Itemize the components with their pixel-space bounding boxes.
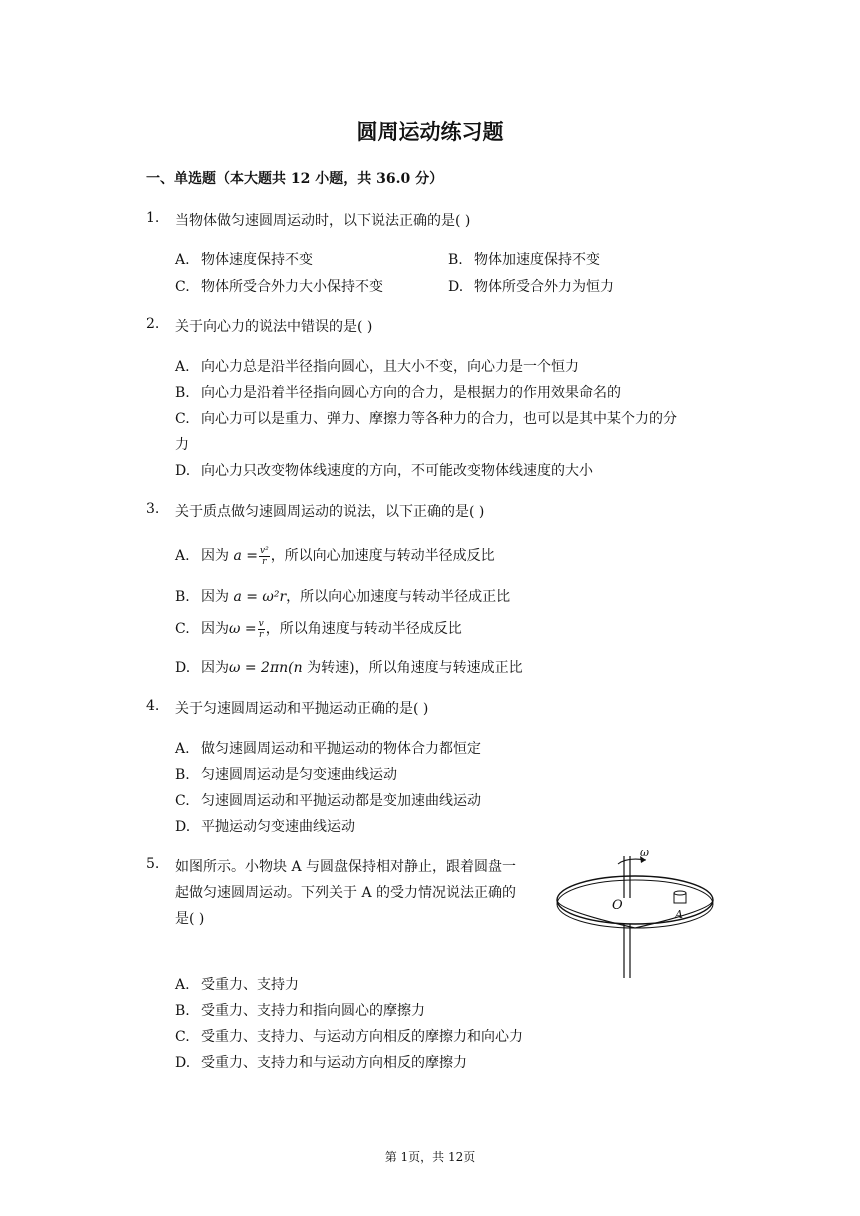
option-letter: C. [175, 793, 190, 809]
option-letter: A. [175, 252, 190, 268]
option-letter: C. [175, 1029, 190, 1045]
q4-number: 4. [146, 698, 160, 714]
option-letter: B. [175, 385, 190, 401]
option-text: 因为 [201, 621, 229, 637]
q2-option-d [175, 460, 593, 480]
q5-stem-line-2: 起做匀速圆周运动。下列关于 A 的受力情况说法正确的 [175, 885, 517, 901]
q3-stem: 关于质点做匀速圆周运动的说法，以下正确的是( ) [175, 504, 485, 520]
formula: a = [233, 548, 258, 564]
option-letter: B. [448, 252, 463, 268]
q2-stem: 关于向心力的说法中错误的是( ) [175, 319, 373, 335]
option-letter: A. [175, 548, 190, 564]
option-letter: D. [448, 279, 464, 295]
option-letter: A. [175, 977, 190, 993]
option-text: 受重力、支持力和与运动方向相反的摩擦力 [201, 1055, 467, 1071]
q5-stem-line-1: 如图所示。小物块 A 与圆盘保持相对静止，跟着圆盘一 [175, 859, 517, 875]
option-text: 物体加速度保持不变 [474, 252, 600, 268]
option-letter: B. [175, 767, 190, 783]
page-title: 圆周运动练习题 [356, 120, 504, 144]
option-text: ，所以角速度与转动半径成反比 [265, 621, 462, 637]
q4-stem: 关于匀速圆周运动和平抛运动正确的是( ) [175, 701, 429, 717]
option-letter: D. [175, 1055, 191, 1071]
q3-option-d [175, 657, 523, 677]
q4-option-a [175, 738, 481, 758]
q2-option-c-continued: 力 [175, 437, 189, 453]
option-text: 匀速圆周运动是匀变速曲线运动 [201, 767, 397, 783]
q4-option-c [175, 790, 481, 810]
q2-option-c [175, 408, 677, 428]
q1-option-a [175, 249, 313, 269]
fraction [258, 619, 265, 640]
option-text: 物体所受合外力大小保持不变 [201, 279, 383, 295]
q3-number: 3. [146, 501, 160, 517]
q5-number: 5. [146, 856, 160, 872]
q5-option-d [175, 1052, 467, 1072]
q4-option-b [175, 764, 397, 784]
option-text: ，所以向心加速度与转动半径成正比 [286, 589, 511, 605]
formula: ω = 2πn(n [229, 660, 303, 676]
option-text: 受重力、支持力 [201, 977, 299, 993]
option-text: 因为 [201, 548, 229, 564]
fraction-numerator: v [258, 618, 264, 629]
option-letter: B. [175, 589, 190, 605]
option-text: 匀速圆周运动和平抛运动都是变加速曲线运动 [201, 793, 481, 809]
q2-number: 2. [146, 316, 160, 332]
q3-option-a [175, 545, 495, 567]
q1-option-b [448, 249, 600, 269]
q3-option-c [175, 618, 462, 640]
q5-option-a [175, 974, 299, 994]
q5-option-c [175, 1026, 523, 1046]
option-text: 因为 [201, 660, 229, 676]
option-text: 向心力只改变物体线速度的方向，不可能改变物体线速度的大小 [201, 463, 593, 479]
q4-option-d [175, 816, 355, 836]
rotating-disk-figure [550, 842, 720, 984]
option-text: 受重力、支持力、与运动方向相反的摩擦力和向心力 [201, 1029, 523, 1045]
option-text: 物体所受合外力为恒力 [474, 279, 614, 295]
option-text: 向心力可以是重力、弹力、摩擦力等各种力的合力，也可以是其中某个力的分 [201, 411, 677, 427]
option-text: 平抛运动匀变速曲线运动 [201, 819, 355, 835]
option-text: 因为 [201, 589, 229, 605]
page-footer: 第 1页，共 12页 [384, 1150, 476, 1164]
option-text: 向心力总是沿半径指向圆心，且大小不变，向心力是一个恒力 [201, 359, 579, 375]
option-letter: D. [175, 463, 191, 479]
option-text: 做匀速圆周运动和平抛运动的物体合力都恒定 [201, 741, 481, 757]
figure-label-omega: ω [640, 846, 649, 859]
q2-option-a [175, 356, 579, 376]
option-letter: C. [175, 411, 190, 427]
formula: ω = [229, 621, 257, 637]
q5-option-b [175, 1000, 425, 1020]
option-letter: B. [175, 1003, 190, 1019]
option-text: ，所以向心加速度与转动半径成反比 [270, 548, 495, 564]
option-letter: D. [175, 819, 191, 835]
option-letter: A. [175, 741, 190, 757]
section-heading: 一、单选题（本大题共 12 小题，共 36.0 分） [146, 171, 444, 187]
fraction [259, 546, 270, 567]
option-text: 受重力、支持力和指向圆心的摩擦力 [201, 1003, 425, 1019]
fraction-denominator: r [262, 556, 267, 567]
figure-label-o: O [612, 898, 623, 913]
fraction-denominator: r [259, 629, 264, 640]
option-text: 向心力是沿着半径指向圆心方向的合力，是根据力的作用效果命名的 [201, 385, 621, 401]
q1-option-d [448, 276, 614, 296]
option-text: 物体速度保持不变 [201, 252, 313, 268]
q1-stem: 当物体做匀速圆周运动时，以下说法正确的是( ) [175, 213, 471, 229]
option-letter: C. [175, 621, 190, 637]
option-text: 为转速)，所以角速度与转速成正比 [307, 660, 523, 676]
figure-label-a: A [675, 908, 683, 921]
q2-option-b [175, 382, 621, 402]
option-letter: D. [175, 660, 191, 676]
option-letter: A. [175, 359, 190, 375]
q1-option-c [175, 276, 383, 296]
q1-number: 1. [146, 210, 160, 226]
q5-stem-line-3: 是( ) [175, 911, 205, 927]
q3-option-b [175, 586, 510, 606]
formula: a = ω²r [233, 589, 287, 605]
option-letter: C. [175, 279, 190, 295]
fraction-numerator: v² [259, 545, 269, 556]
